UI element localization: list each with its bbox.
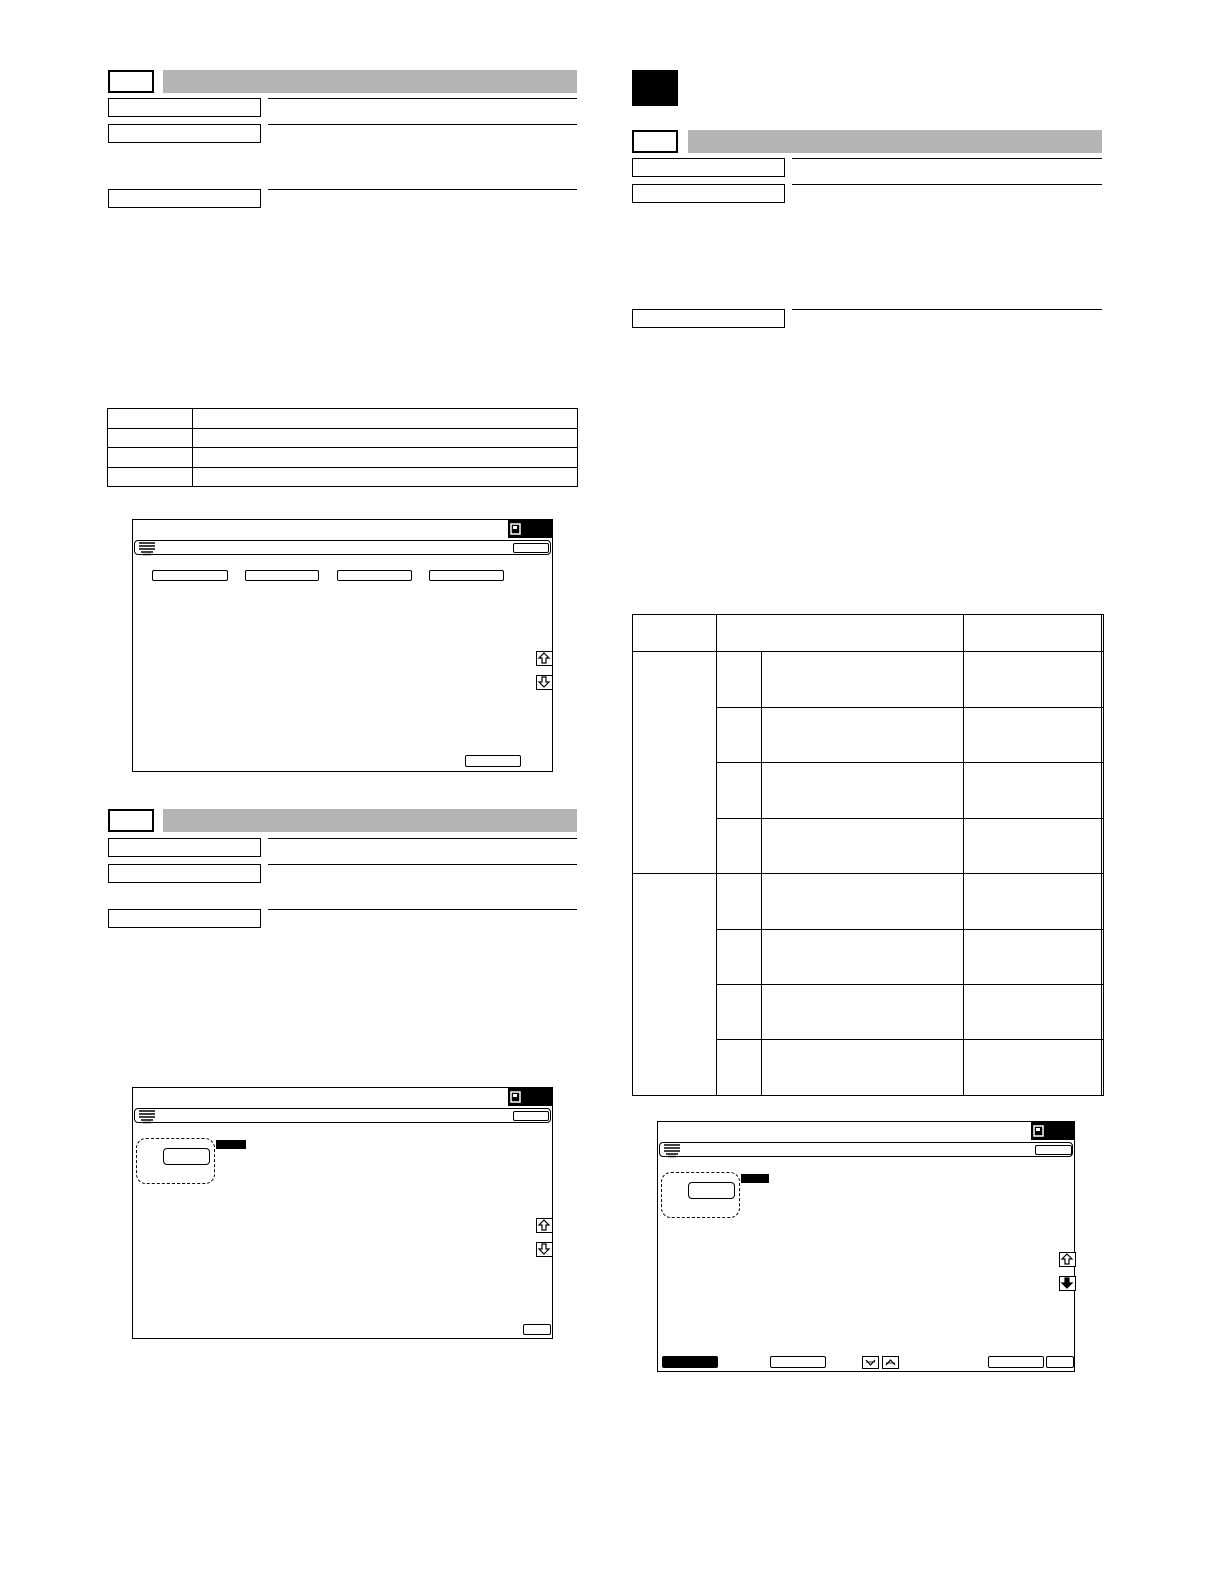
table-cell xyxy=(193,409,578,429)
chapter-heading-box xyxy=(632,70,678,106)
section-1-rule-3 xyxy=(268,189,577,190)
section-2-rule-1 xyxy=(268,838,577,839)
table-cell xyxy=(108,467,193,487)
menu-icon[interactable] xyxy=(137,1108,157,1124)
section-3-title-bar xyxy=(688,130,1102,153)
table-cell xyxy=(717,985,762,1040)
table-cell xyxy=(1102,763,1104,818)
screen-2 xyxy=(132,1087,553,1339)
table-cell xyxy=(717,929,762,984)
table-cell xyxy=(964,929,1102,984)
section-2-rule-2 xyxy=(268,864,577,865)
table-cell xyxy=(762,763,964,818)
detail-table xyxy=(632,614,1104,1096)
section-3-rule-3 xyxy=(792,309,1102,310)
screen-1-option-button-4[interactable] xyxy=(429,570,504,581)
screen-1-header-button[interactable] xyxy=(513,543,549,553)
screen-3-footer-button-2[interactable] xyxy=(770,1356,826,1368)
table-header-cell xyxy=(717,615,964,652)
table-header-cell xyxy=(633,615,717,652)
screen-2-status-tag xyxy=(216,1140,246,1149)
screen-3 xyxy=(657,1121,1075,1372)
table-cell xyxy=(762,929,964,984)
screen-2-footer-button[interactable] xyxy=(523,1324,551,1335)
table-cell xyxy=(762,985,964,1040)
table-cell xyxy=(717,707,762,762)
table-cell xyxy=(964,707,1102,762)
screen-1-option-button-3[interactable] xyxy=(337,570,412,581)
table-cell xyxy=(964,1040,1102,1096)
section-2-code-box xyxy=(108,809,154,832)
table-header-row xyxy=(633,615,1104,652)
arrow-up-icon[interactable] xyxy=(536,1218,553,1233)
table-row xyxy=(108,448,578,468)
copy-icon xyxy=(508,519,552,538)
screen-3-footer-button-3[interactable] xyxy=(988,1356,1044,1368)
table-group-cell xyxy=(633,652,717,874)
section-1-field-label-1 xyxy=(108,98,261,117)
screen-3-selected-button[interactable] xyxy=(688,1182,735,1199)
section-2-title-bar xyxy=(163,809,577,832)
arrow-down-icon[interactable] xyxy=(1059,1276,1076,1291)
table-group-cell xyxy=(633,874,717,1096)
table-cell xyxy=(1102,929,1104,984)
table-cell xyxy=(717,818,762,873)
table-row xyxy=(108,409,578,429)
arrow-down-icon[interactable] xyxy=(536,675,553,690)
screen-3-header-bar xyxy=(659,1142,1073,1157)
table-cell xyxy=(108,448,193,468)
section-2-rule-3 xyxy=(268,909,577,910)
section-3-rule-1 xyxy=(792,158,1102,159)
screen-1 xyxy=(132,519,553,772)
table-cell xyxy=(762,874,964,929)
section-3-rule-2 xyxy=(792,184,1102,185)
screen-3-footer-button-1[interactable] xyxy=(662,1356,718,1368)
table-cell xyxy=(964,985,1102,1040)
screen-2-selected-button[interactable] xyxy=(163,1148,210,1165)
table-cell xyxy=(193,467,578,487)
table-cell xyxy=(762,652,964,707)
section-1-field-label-2 xyxy=(108,124,261,143)
menu-icon[interactable] xyxy=(137,540,157,556)
table-cell xyxy=(1102,874,1104,929)
table-row xyxy=(108,428,578,448)
section-1-rule-1 xyxy=(268,98,577,99)
table-cell xyxy=(964,818,1102,873)
copy-icon xyxy=(508,1087,552,1106)
screen-3-header-button[interactable] xyxy=(1035,1145,1072,1155)
summary-table xyxy=(107,408,578,487)
screen-2-header-button[interactable] xyxy=(513,1111,549,1121)
table-cell xyxy=(717,652,762,707)
arrow-down-icon[interactable] xyxy=(536,1242,553,1257)
table-cell xyxy=(108,409,193,429)
table-row xyxy=(633,652,1104,707)
table-cell xyxy=(762,707,964,762)
table-cell xyxy=(762,818,964,873)
table-cell xyxy=(964,874,1102,929)
section-1-field-label-3 xyxy=(108,189,261,208)
section-2-field-label-2 xyxy=(108,864,261,883)
arrow-up-icon[interactable] xyxy=(1059,1252,1076,1267)
table-cell xyxy=(964,652,1102,707)
table-cell xyxy=(964,763,1102,818)
arrow-up-icon[interactable] xyxy=(536,651,553,666)
section-3-field-label-3 xyxy=(632,309,785,328)
section-1-title-bar xyxy=(163,70,577,93)
section-2-field-label-1 xyxy=(108,838,261,857)
table-cell xyxy=(108,428,193,448)
table-header-cell xyxy=(964,615,1102,652)
menu-icon[interactable] xyxy=(662,1142,682,1158)
screen-1-footer-button[interactable] xyxy=(465,755,521,767)
section-2-field-label-3 xyxy=(108,909,261,928)
scroll-down-icon[interactable] xyxy=(862,1356,879,1369)
screen-3-footer-button-4[interactable] xyxy=(1046,1356,1074,1368)
section-3-field-label-1 xyxy=(632,158,785,177)
table-cell xyxy=(1102,985,1104,1040)
table-cell xyxy=(717,763,762,818)
scroll-up-icon[interactable] xyxy=(882,1356,899,1369)
screen-1-option-button-1[interactable] xyxy=(152,570,228,581)
table-row xyxy=(633,874,1104,929)
table-cell xyxy=(1102,652,1104,707)
screen-2-header-bar xyxy=(134,1108,551,1123)
table-cell xyxy=(762,1040,964,1096)
section-3-field-label-2 xyxy=(632,184,785,203)
screen-1-header-bar xyxy=(134,540,551,555)
table-row xyxy=(108,467,578,487)
table-cell xyxy=(1102,707,1104,762)
table-cell xyxy=(193,448,578,468)
section-1-code-box xyxy=(108,70,154,93)
table-cell xyxy=(717,1040,762,1096)
section-3-code-box xyxy=(632,130,678,153)
screen-1-option-button-2[interactable] xyxy=(245,570,319,581)
table-cell xyxy=(193,428,578,448)
copy-icon xyxy=(1031,1121,1074,1140)
table-header-cell xyxy=(1102,615,1104,652)
screen-3-status-tag xyxy=(741,1174,769,1183)
table-cell xyxy=(717,874,762,929)
table-cell xyxy=(1102,1040,1104,1096)
section-1-rule-2 xyxy=(268,124,577,125)
table-cell xyxy=(1102,818,1104,873)
